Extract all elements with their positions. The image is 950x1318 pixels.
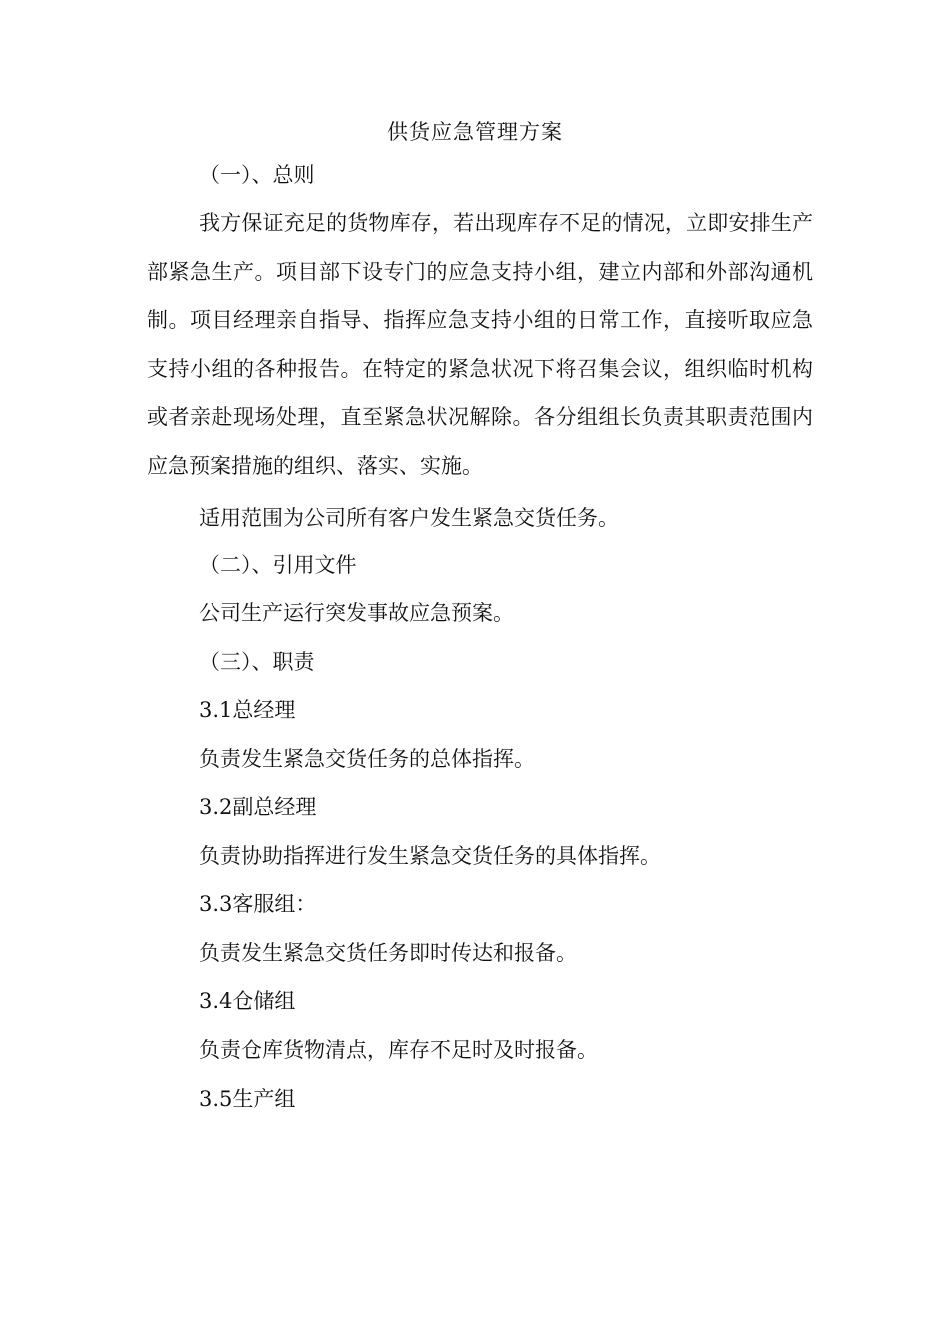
item-3-1-text: 负责发生紧急交货任务的总体指挥。 bbox=[199, 747, 535, 771]
item-3-4-text: 负责仓库货物清点，库存不足时及时报备。 bbox=[199, 1038, 598, 1062]
item-3-2-text: 负责协助指挥进行发生紧急交货任务的具体指挥。 bbox=[199, 844, 661, 868]
item-3-2-heading: 3.2副总经理 bbox=[199, 795, 317, 819]
item-3-3-heading: 3.3客服组： bbox=[199, 892, 317, 916]
item-3-4-heading: 3.4仓储组 bbox=[199, 989, 296, 1013]
document-title: 供货应急管理方案 bbox=[387, 120, 563, 144]
section-3-heading: （三）、职责 bbox=[199, 650, 315, 674]
scope-line: 适用范围为公司所有客户发生紧急交货任务。 bbox=[199, 506, 619, 530]
section-1-paragraph: 我方保证充足的货物库存，若出现库存不足的情况，立即安排生产部紧急生产。项目部下设专门的应急支持小组，建立内部和外部沟通机制。项目经理亲自指导、指挥应急支持小组的日常工作，直接听取应急支持小组的各种报告。在特定的紧急状况下将召集会议，组织临时机构或者亲赴现场处理，直至紧急状况解除。各分组组长负责其职责范围内应急预案措施的组织、落实、实施。 bbox=[147, 211, 813, 478]
item-3-3-text: 负责发生紧急交货任务即时传达和报备。 bbox=[199, 941, 577, 965]
item-3-5-heading: 3.5生产组 bbox=[199, 1087, 296, 1111]
item-3-1-heading: 3.1总经理 bbox=[199, 698, 296, 722]
section-2-heading: （二）、引用文件 bbox=[199, 553, 357, 577]
section-2-text: 公司生产运行突发事故应急预案。 bbox=[199, 601, 514, 625]
section-1-heading: （一）、总则 bbox=[199, 163, 315, 187]
